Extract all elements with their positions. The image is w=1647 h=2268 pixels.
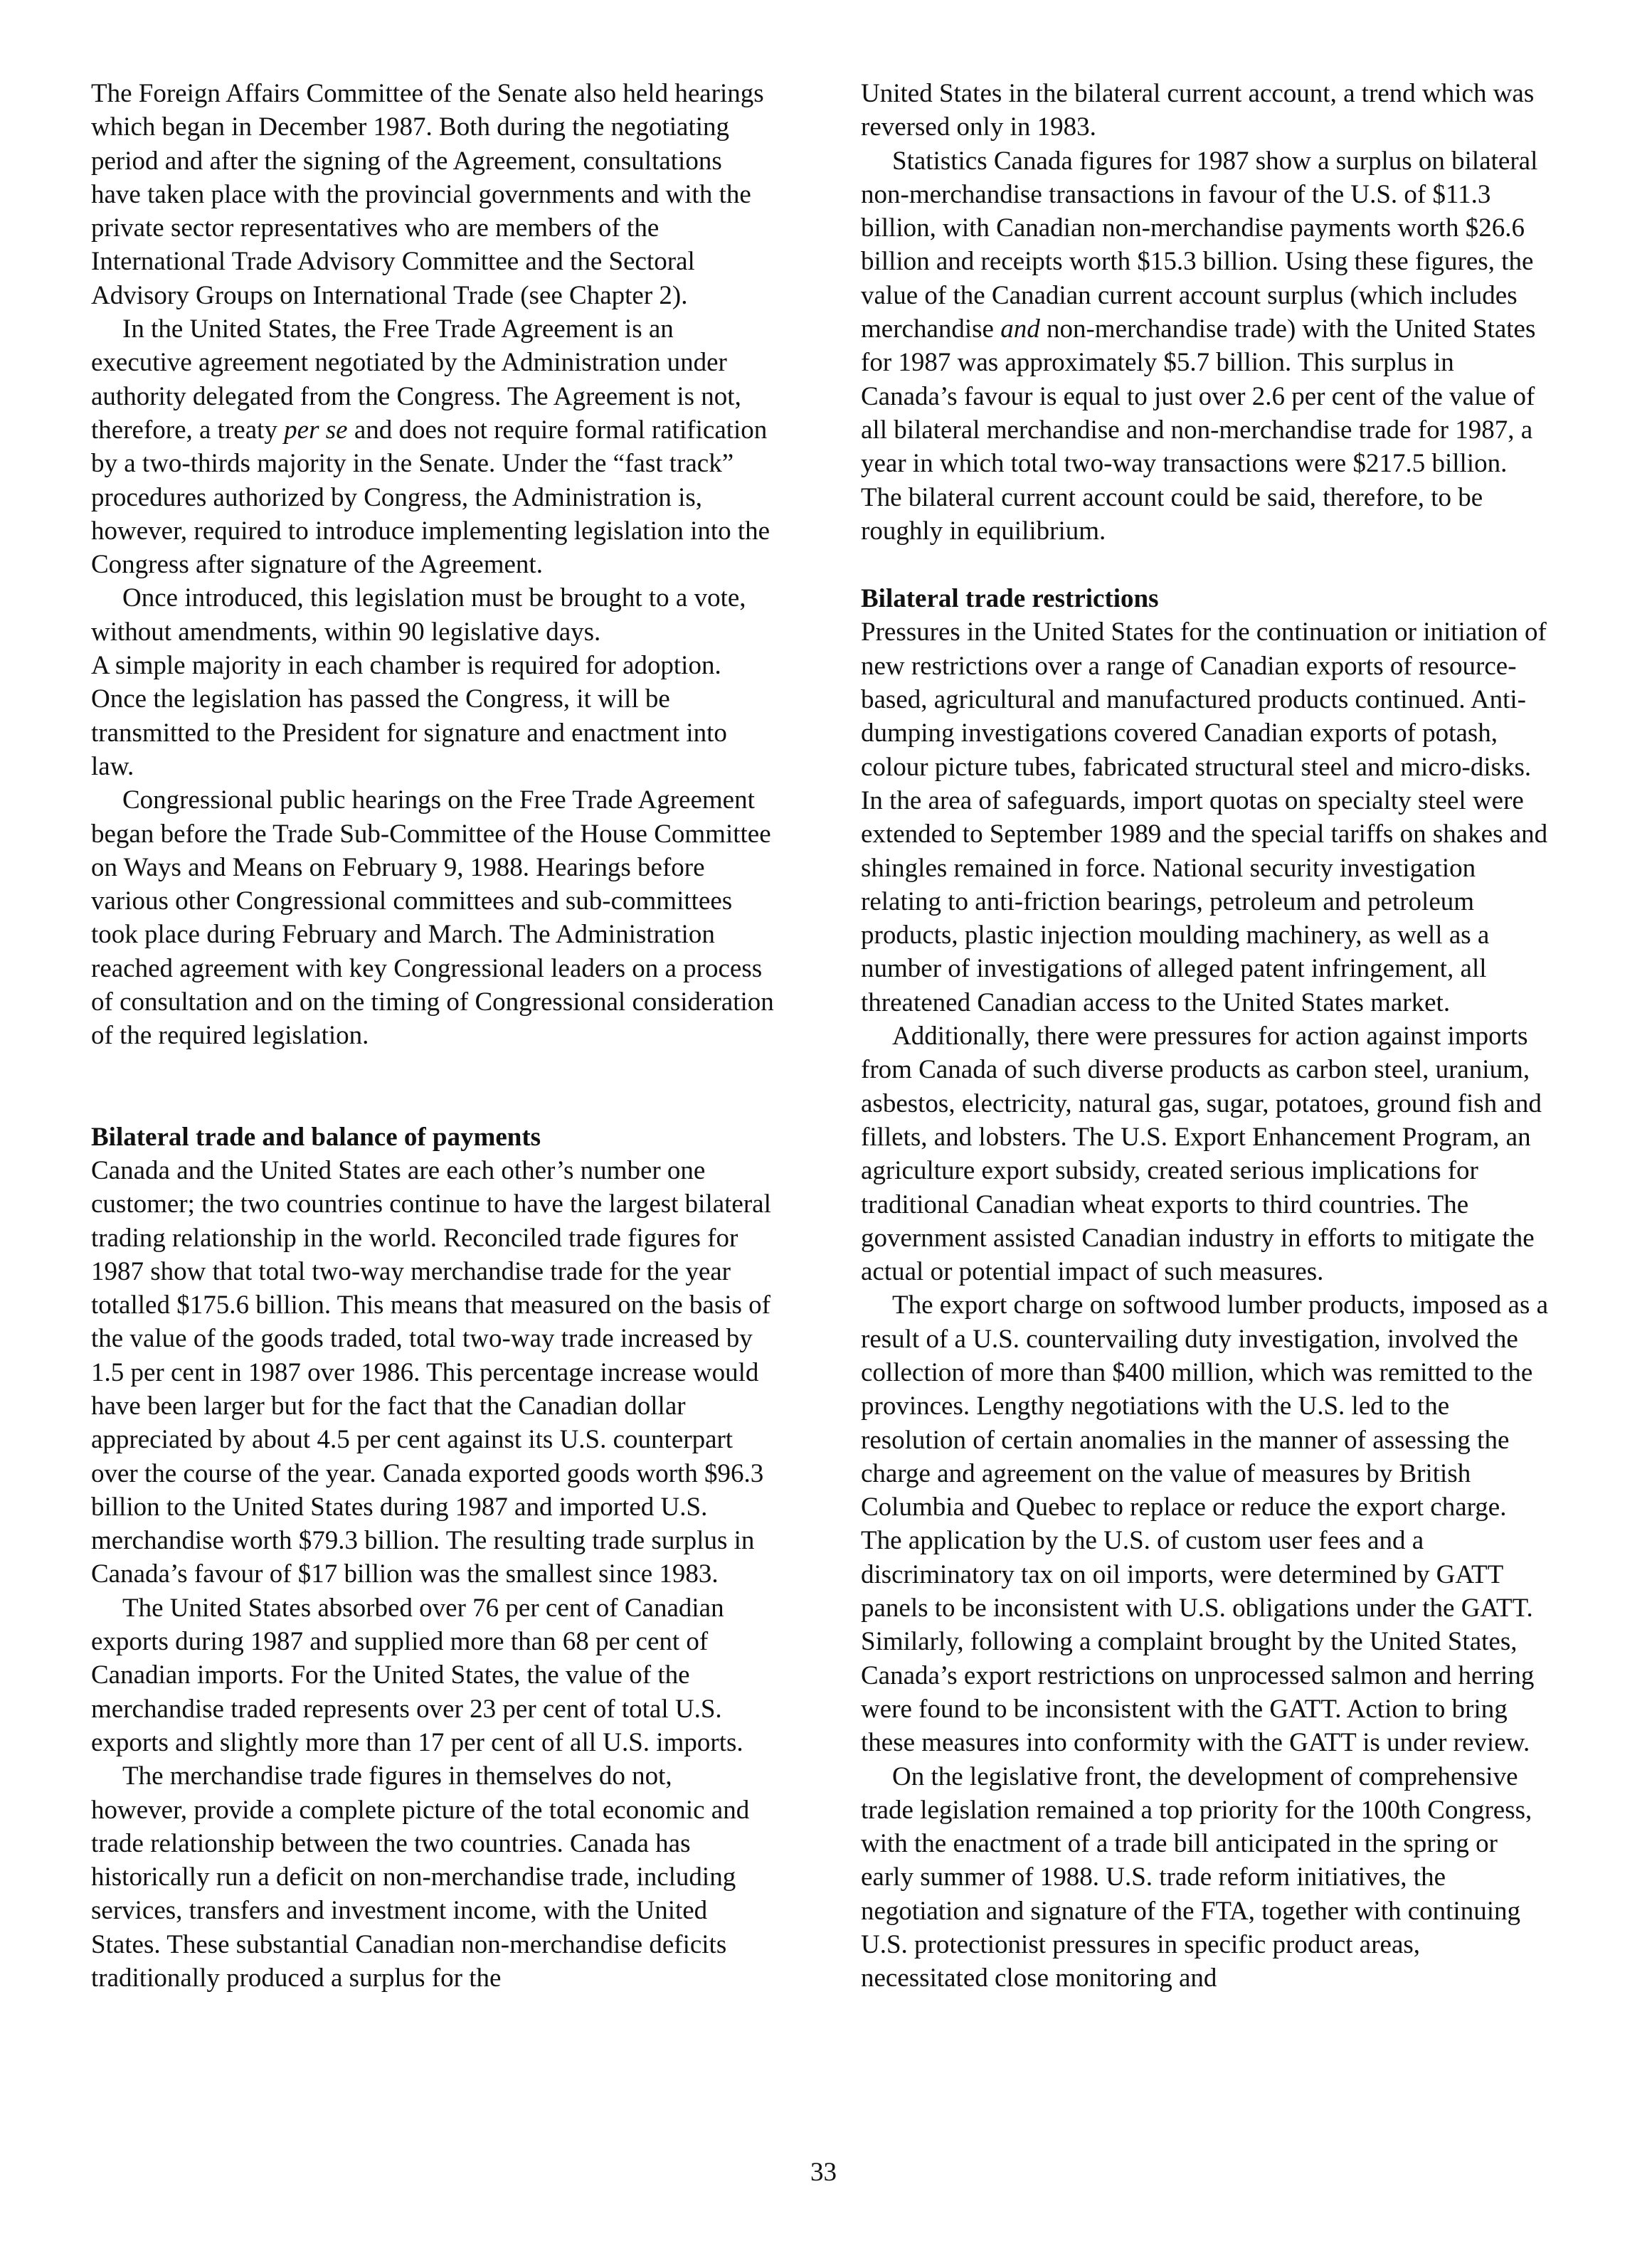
paragraph: The United States absorbed over 76 per cent of Canadian exports during 1987 and supplied more than 68 per cent of Canadian imports. For the United States, the value of the merchandise traded represents over 23 per cent of total U.S. exports and slightly more than 17 per cent of all U.S. imports. (91, 1593, 743, 1757)
paragraph: A simple majority in each chamber is required for adoption. Once the legislation has passed the Congress, it will be transmitted to the President for signature and enactment into law. (91, 651, 727, 781)
paragraph: The export charge on softwood lumber products, imposed as a result of a U.S. countervailing duty investigation, involved the collection of more than $400 million, which was remitted to the provinces. Lengthy negotiations with the U.S. led to the resolution of certain anomalies in the manner of assessing the charge and agreement on the value of measures by British Columbia and Quebec to replace or reduce the export charge. The application by the U.S. of custom user fees and a discriminatory tax on oil imports, were determined by GATT panels to be inconsistent with U.S. obligations under the GATT. Similarly, following a complaint brought by the United States, Canada’s export restrictions on unprocessed salmon and herring were found to be inconsistent with the GATT. Action to bring these measures into conformity with the GATT is under review. (861, 1291, 1549, 1758)
left-column (91, 77, 774, 1995)
section-gap (861, 548, 1550, 582)
paragraph: Additionally, there were pressures for action against imports from Canada of such diverse products as carbon steel, uranium, asbestos, electricity, natural gas, sugar, potatoes, ground fish and fillets, and lobsters. The U.S. Export Enhancement Program, an agriculture export subsidy, created serious implications for traditional Canadian wheat exports to third countries. The government assisted Canadian industry in efforts to mitigate the actual or potential impact of such measures. (861, 1022, 1542, 1287)
page-number: 33 (810, 2158, 837, 2187)
italic-text: per se (284, 415, 348, 445)
paragraph-text: In the United States, the Free Trade Agreement is an executive agreement negotiated by the Administration under authority delegated from the Congress. The Agreement is not, therefore, a treaty (91, 314, 741, 445)
paragraph (861, 144, 1550, 549)
paragraph (91, 312, 774, 581)
section-heading: Bilateral trade and balance of payments (91, 1122, 541, 1152)
paragraph: Pressures in the United States for the continuation or initiation of new restrictions over a range of Canadian exports of resource-based, agricultural and manufactured products continued. Anti-dumping investigations covered Canadian exports of potash, colour picture tubes, fabricated structural steel and micro-disks. In the area of safeguards, import quotas on specialty steel were extended to September 1989 and the special tariffs on shakes and shingles remained in force. National security investigation relating to anti-friction bearings, petroleum and petroleum products, plastic injection moulding machinery, as well as a number of investigations of alleged patent infringement, all threatened Canadian access to the United States market. (861, 618, 1548, 1017)
paragraph: The merchandise trade figures in themselves do not, however, provide a complete picture of the total economic and trade relationship between the two countries. Canada has historically run a deficit on non-merchandise trade, including services, transfers and investment income, with the United States. These substantial Canadian non-merchandise deficits traditionally produced a surplus for the (91, 1761, 750, 1993)
paragraph: The Foreign Affairs Committee of the Senate also held hearings which began in December 1987. Both during the negotiating period and after the signing of the Agreement, consultations have taken place with the provincial governments and with the private sector representatives who are members of the International Trade Advisory Committee and the Sectoral Advisory Groups on International Trade (see Chapter 2). (91, 79, 764, 310)
paragraph: United States in the bilateral current account, a trend which was reversed only in 1983. (861, 79, 1535, 142)
paragraph-text: Statistics Canada figures for 1987 show a surplus on bilateral non-merchandise transactions in favour of the U.S. of $11.3 billion, with Canadian non-merchandise payments worth $26.6 billion and receipts worth $15.3 billion. Using these figures, the value of the Canadian current account surplus (which includes merchandise (861, 146, 1538, 344)
paragraph: Once introduced, this legislation must be brought to a vote, without amendments, within 90 legislative days. (91, 583, 746, 647)
italic-text: and (1000, 314, 1040, 344)
paragraph-text: non-merchandise trade) with the United States for 1987 was approximately $5.7 billion. This surplus in Canada’s favour is equal to just over 2.6 per cent of the value of all bilateral merchandise and non-merchandise trade for 1987, a year in which total two-way transactions were $217.5 billion. The bilateral current account could be said, therefore, to be roughly in equilibrium. (861, 314, 1536, 546)
paragraph: Congressional public hearings on the Free Trade Agreement began before the Trade Sub-Committee of the House Committee on Ways and Means on February 9, 1988. Hearings before various other Congressional committees and sub-committees took place during February and March. The Administration reached agreement with key Congressional leaders on a process of consultation and on the timing of Congressional consideration of the required legislation. (91, 785, 774, 1051)
paragraph: Canada and the United States are each other’s number one customer; the two countries continue to have the largest bilateral trading relationship in the world. Reconciled trade figures for 1987 show that total two-way merchandise trade for the year totalled $175.6 billion. This means that measured on the basis of the value of the goods traded, total two-way trade increased by 1.5 per cent in 1987 over 1986. This percentage increase would have been larger but for the fact that the Canadian dollar appreciated by about 4.5 per cent against its U.S. counterpart over the course of the year. Canada exported goods worth $96.3 billion to the United States during 1987 and imported U.S. merchandise worth $79.3 billion. The resulting trade surplus in Canada’s favour of $17 billion was the smallest since 1983. (91, 1155, 771, 1589)
section-heading: Bilateral trade restrictions (861, 584, 1159, 614)
paragraph: On the legislative front, the development of comprehensive trade legislation remained a top priority for the 100th Congress, with the enactment of a trade bill anticipated in the spring or early summer of 1988. U.S. trade reform initiatives, the negotiation and signature of the FTA, together with continuing U.S. protectionist pressures in specific product areas, necessitated close monitoring and (861, 1761, 1532, 1993)
right-column (861, 77, 1550, 1996)
paragraph-text: and does not require formal ratification by a two-thirds majority in the Senate. Under the “fast track” procedures authorized by Congress, the Administration is, however, required to introduce implementing legislation into the Congress after signature of the Agreement. (91, 415, 770, 580)
section-gap (91, 1053, 774, 1120)
